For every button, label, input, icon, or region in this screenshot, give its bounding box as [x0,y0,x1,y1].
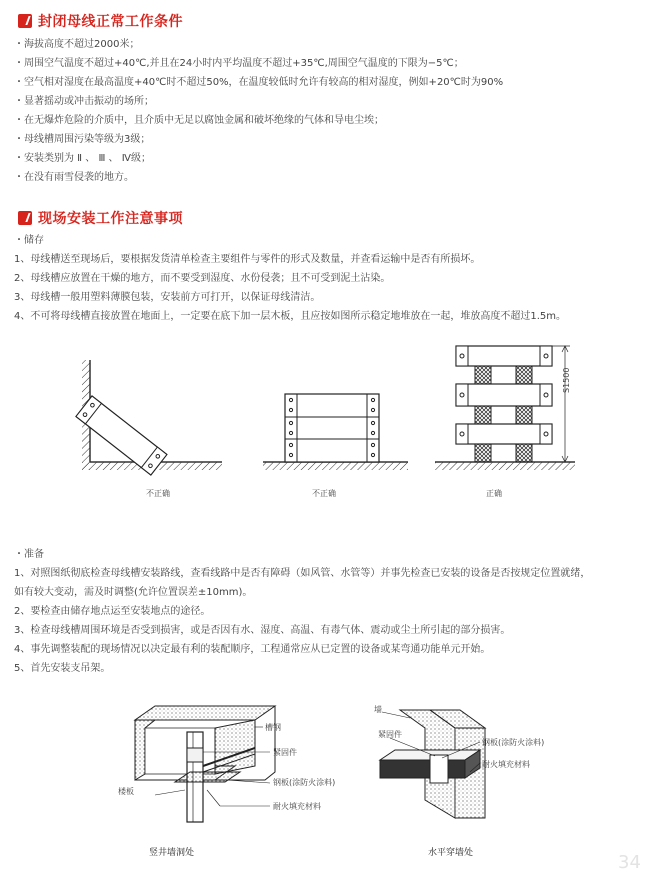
condition-item: ・在没有雨雪侵袭的地方。 [14,172,134,183]
figure-caption: 不正确 [312,489,336,498]
lightning-icon [18,14,32,28]
condition-item: ・空气相对湿度在最高温度+40℃时不超过50%，在温度较低时允许有较高的相对湿度，例如+20℃时为90% [14,77,504,88]
section-title: 封闭母线正常工作条件 [38,14,183,30]
incorrect-leaning-figure [76,360,222,475]
storage-item: 2、母线槽应放置在干燥的地方，而不要受到湿度、水份侵袭；且不可受到泥土沾染。 [14,273,391,284]
figure-caption: 正确 [486,489,502,498]
lightning-icon [18,211,32,225]
storage-item: 1、母线槽送至现场后，要根据发货清单检查主要组件与零件的形式及数量，并查看运输中是否有所损坏。 [14,254,481,265]
label-steel-plate: 钢板(涂防火涂料) [273,778,336,787]
label-fastener: 紧固件 [378,730,402,739]
section-heading-conditions [18,11,183,31]
label-fire-filler: 耐火填充材料 [482,760,530,769]
prep-heading: ・准备 [14,549,44,560]
storage-item: 3、母线槽一般用塑料薄膜包装，安装前方可打开，以保证母线清洁。 [14,292,321,303]
page-number-watermark: 34 [618,852,641,873]
condition-item: ・海拔高度不超过2000米； [14,39,140,50]
label-channel-steel: 槽钢 [265,723,281,732]
prep-item: 5、首先安装支吊架。 [14,663,111,674]
label-fire-filler: 耐火填充材料 [273,802,321,811]
stacking-figure [70,340,600,480]
condition-item: ・安装类别为 Ⅱ 、 Ⅲ 、 Ⅳ级； [14,153,151,164]
incorrect-floor-stack-figure [263,394,408,470]
label-steel-plate: 钢板(涂防火涂料) [482,738,545,747]
label-wall: 墙 [374,705,382,714]
section-title: 现场安装工作注意事项 [38,211,183,227]
label-floor-slab: 楼板 [118,787,134,796]
prep-item: 1、对照图纸彻底检查母线槽安装路线，查看线路中是否有障碍（如风管、水管等）并事先检查已安装的设备是否按规定位置就绪， [14,568,591,579]
wall-installation-diagram [370,700,560,825]
label-fastener: 紧固件 [273,748,297,757]
prep-item: 3、检查母线槽周围环境是否受到损害，或是否因有水、湿度、高温、有毒气体、震动或尘土所引起的部分损害。 [14,625,511,636]
condition-item: ・周围空气温度不超过+40℃,并且在24小时内平均温度不超过+35℃,周围空气温度的下限为−5℃； [14,58,464,69]
section-heading-installation [18,208,183,228]
prep-item: 2、要检查由储存地点运至安装地点的途径。 [14,606,211,617]
prep-item: 4、事先调整装配的现场情况以决定最有利的装配顺序，工程通常应从已定置的设备或某弯通功能单元开始。 [14,644,491,655]
condition-item: ・显著摇动或冲击振动的场所； [14,96,154,107]
correct-stack-figure [435,346,575,470]
dimension-label: S1500 [562,367,571,393]
condition-item: ・母线槽周围污染等级为3级； [14,134,151,145]
diagram-caption-wall: 水平穿墙处 [428,848,474,858]
storage-heading: ・储存 [14,235,44,246]
prep-item: 如有较大变动，需及时调整(允许位置误差±10mm)。 [14,587,253,598]
storage-item: 4、不可将母线槽直接放置在地面上，一定要在底下加一层木板，且应按如图所示稳定地堆放在一起，堆放高度不超过1.5m。 [14,311,567,322]
diagram-caption-shaft: 竖井墙洞处 [149,848,195,858]
figure-caption: 不正确 [146,489,170,498]
condition-item: ・在无爆炸危险的介质中，且介质中无足以腐蚀金属和破坏绝缘的气体和导电尘埃； [14,115,384,126]
